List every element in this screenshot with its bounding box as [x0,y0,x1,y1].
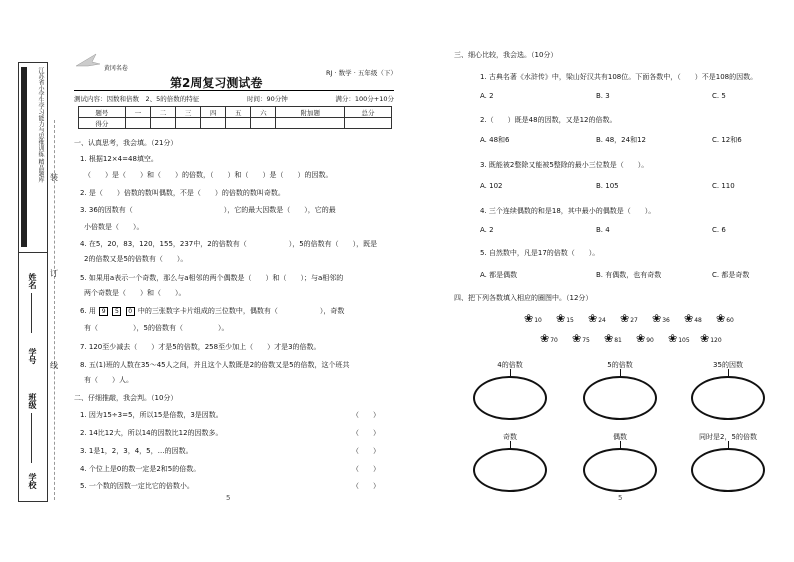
flower-number: 60 [726,317,734,324]
flower-number: 24 [598,317,606,324]
strip-field-number: 学号 [28,348,37,364]
circle-label: 5的倍数 [607,361,633,369]
score-header: 总分 [345,107,392,118]
answer-circle[interactable] [691,448,765,492]
number-flower [684,312,702,325]
question: 有（ ）人。 [84,376,133,384]
answer-paren[interactable]: （ ） [352,429,380,437]
option[interactable]: A. 102 [480,182,503,190]
question: 小倍数是（ ）。 [84,223,144,231]
score-row [79,118,392,129]
choice-question: 5. 自然数中，凡是17的倍数（ ）。 [480,249,600,257]
score-header: 六 [251,107,276,118]
flower-number: 10 [534,317,542,324]
answer-paren[interactable]: （ ） [352,411,380,419]
flower-icon: ❀ [556,312,566,325]
flower-icon: ❀ [588,312,598,325]
flower-icon: ❀ [620,312,630,325]
option[interactable]: C. 110 [712,182,735,190]
bird-icon [74,52,102,70]
circle-label: 4的倍数 [497,361,523,369]
option[interactable]: B. 有偶数，也有奇数 [596,271,662,279]
option[interactable]: B. 3 [596,92,610,100]
option[interactable]: A. 2 [480,226,494,234]
option[interactable]: B. 105 [596,182,619,190]
section1-title: 一、认真思考，我会填。（21分） [74,139,178,147]
option[interactable]: A. 48和6 [480,136,510,144]
answer-paren[interactable]: （ ） [352,482,380,490]
answer-paren[interactable]: （ ） [352,447,380,455]
digit-card: 9 [99,307,108,316]
cut-mark: 线 [50,361,58,370]
flower-icon: ❀ [684,312,694,325]
number-flower [604,332,622,345]
logo [74,52,128,72]
flower-icon: ❀ [716,312,726,325]
option[interactable]: C. 都是奇数 [712,271,750,279]
circle-label: 35的因数 [713,361,743,369]
score-cell[interactable] [345,118,392,129]
question: 8. 五(1)班的人数在35～45人之间，并且这个人数既是2的倍数又是5的倍数，这个班共 [80,361,350,369]
option[interactable]: A. 都是偶数 [480,271,518,279]
flower-number: 120 [710,337,722,344]
answer-circle[interactable] [583,376,657,420]
question-6-prefix: 6. 用 [80,307,96,315]
score-cell[interactable] [125,118,150,129]
question: 1. 根据12×4=48填空。 [80,155,158,163]
meta-score: 满分：100分+10分 [335,95,394,103]
flower-icon: ❀ [652,312,662,325]
circle-label: 同时是2，5的倍数 [699,433,757,441]
score-header: 二 [150,107,175,118]
option[interactable]: B. 48，24和12 [596,136,646,144]
digit-card: 5 [112,307,121,316]
flower-number: 36 [662,317,670,324]
number-flower [572,332,590,345]
flower-number: 81 [614,337,622,344]
score-cell[interactable] [150,118,175,129]
option[interactable]: C. 5 [712,92,726,100]
question: 2. 是（ ）倍数的数叫偶数，不是（ ）的倍数的数叫奇数。 [80,189,285,197]
number-flower [700,332,722,345]
choice-question: 4. 三个连续偶数的和是18，其中最小的偶数是（ ）。 [480,207,656,215]
question: 有（ ），5的倍数有（ ）。 [84,324,229,332]
choice-question: 2.（ ）既是48的因数，又是12的倍数。 [480,116,617,124]
question-6-text: 中的三张数字卡片组成的三位数中，偶数有（ ），奇数 [137,307,345,315]
digit-card: 0 [126,307,135,316]
flower-number: 105 [678,337,690,344]
answer-circle[interactable] [583,448,657,492]
flower-number: 70 [550,337,558,344]
strip-field-name: 姓名 [28,273,37,289]
number-flower [668,332,690,345]
circle-label: 偶数 [613,433,627,441]
option[interactable]: C. 6 [712,226,726,234]
question: 2的倍数又是5的倍数有（ ）。 [84,255,188,263]
question: （ ）是（ ）和（ ）的倍数，（ ）和（ ）是（ ）的因数。 [84,171,333,179]
section3-title: 三、细心比较，我会选。（10分） [454,51,558,59]
binding-strip [18,62,48,502]
question-6 [80,306,344,316]
strip-header [19,63,47,253]
meta-time: 时间：90分钟 [246,95,288,103]
option[interactable]: A. 2 [480,92,494,100]
page-number: 5 [618,494,623,502]
number-flower [540,332,558,345]
number-flower [588,312,606,325]
score-table [78,106,392,129]
question: 7. 120至少减去（ ）才是5的倍数，258至少加上（ ）才是3的倍数。 [80,343,321,351]
flower-icon: ❀ [524,312,534,325]
cut-mark: 装 [50,173,58,182]
meta-content: 测试内容：因数和倍数 2、5的倍数的特征 [74,95,200,103]
score-header: 四 [201,107,226,118]
answer-circle[interactable] [473,376,547,420]
strip-field-school: 学校 [28,473,37,489]
page-title: 第2周复习测试卷 [170,76,263,90]
number-flower [620,312,638,325]
score-cell[interactable] [276,118,345,129]
flower-number: 90 [646,337,654,344]
number-flower [556,312,574,325]
grade-label: RJ · 数学 · 五年级（下） [326,69,397,77]
score-header: 题号 [79,107,126,118]
score-header: 附加题 [276,107,345,118]
circle-label: 奇数 [503,433,517,441]
logo-text: 黄冈名卷 [103,65,128,72]
option[interactable]: C. 12和6 [712,136,742,144]
flower-icon: ❀ [668,332,678,345]
flower-number: 27 [630,317,638,324]
question: 两个奇数是（ ）和（ ）。 [84,289,186,297]
score-cell[interactable] [201,118,226,129]
judge-question: 3. 1是1，2，3，4，5，…的因数。 [80,447,193,455]
cut-mark: 订 [50,269,58,278]
answer-paren[interactable]: （ ） [352,465,380,473]
score-header: 一 [125,107,150,118]
score-row-label: 得分 [79,118,126,129]
strip-vertical-text: 江苏省小学生学习能力与思维训练 精品题库 [37,67,44,183]
judge-question: 1. 因为15÷3=5，所以15是倍数，3是因数。 [80,411,223,419]
question: 5. 如果用a表示一个奇数，那么与a相邻的两个偶数是（ ）和（ ）；与a相邻的 [80,274,344,282]
flower-icon: ❀ [540,332,550,345]
choice-question: 1. 古典名著《水浒传》中，梁山好汉共有108位。下面各数中，（ ）不是108的因数。 [480,73,758,81]
score-cell[interactable] [176,118,201,129]
score-header: 五 [226,107,251,118]
question: 3. 36的因数有（ ），它的最大因数是（ ），它的最 [80,206,336,214]
judge-question: 5. 一个数的因数一定比它的倍数小。 [80,482,194,490]
flower-icon: ❀ [604,332,614,345]
flower-icon: ❀ [572,332,582,345]
score-header-row [79,107,392,118]
section2-title: 二、仔细推敲，我会判。（10分） [74,394,178,402]
strip-field-class: 班级 [28,393,37,409]
flower-icon: ❀ [700,332,710,345]
number-flower [524,312,542,325]
number-flower [652,312,670,325]
flower-number: 75 [582,337,590,344]
flower-number: 15 [566,317,574,324]
strip-line [31,413,32,463]
meta-row [74,90,394,103]
judge-question: 4. 个位上是0的数一定是2和5的倍数。 [80,465,201,473]
score-cell[interactable] [251,118,276,129]
section4-title: 四、把下列各数填入相应的圈图中。（12分） [454,294,593,302]
score-header: 三 [176,107,201,118]
page-number: 5 [226,494,231,502]
question: 4. 在5，20，83，120，155，237中，2的倍数有（ ），5的倍数有（ ），既是 [80,240,378,248]
choice-question: 3. 既能被2整除又能被5整除的最小三位数是（ ）。 [480,161,649,169]
score-cell[interactable] [226,118,251,129]
number-flower [636,332,654,345]
answer-circle[interactable] [691,376,765,420]
option[interactable]: B. 4 [596,226,610,234]
number-flower [716,312,734,325]
flower-icon: ❀ [636,332,646,345]
answer-circle[interactable] [473,448,547,492]
strip-bar [21,67,27,247]
strip-line [31,293,32,333]
flower-number: 48 [694,317,702,324]
judge-question: 2. 14比12大，所以14的因数比12的因数多。 [80,429,223,437]
